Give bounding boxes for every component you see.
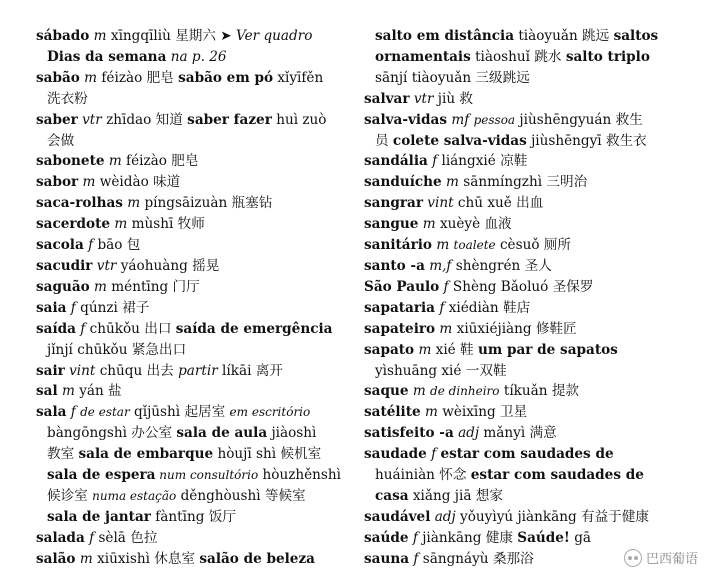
dictionary-entry — [36, 151, 356, 172]
headword: satélite — [364, 404, 421, 421]
entry-line — [36, 486, 356, 507]
translation-text: chūkǒu 出口 — [89, 320, 176, 337]
entry-line — [364, 131, 694, 152]
entry-line — [364, 319, 694, 340]
translation-text: jiàoshì — [267, 425, 317, 442]
entry-line — [364, 402, 694, 423]
entry-line — [36, 26, 356, 47]
dictionary-entry — [36, 68, 356, 110]
headword: satisfeito -a — [364, 425, 454, 442]
translation-text: hòujī shì 候机室 — [213, 446, 322, 463]
headword: sala de jantar — [47, 508, 151, 525]
translation-text: wèixīng 卫星 — [442, 404, 528, 421]
entry-line — [364, 235, 694, 256]
grammar-label: f — [409, 550, 423, 567]
entry-line — [364, 528, 694, 549]
grammar-label: adj — [430, 508, 461, 525]
headword: ornamentais — [375, 48, 471, 65]
translation-text: xuèyè 血液 — [439, 216, 512, 233]
grammar-label: f — [435, 299, 449, 316]
translation-text: děnghòushì 等候室 — [176, 487, 306, 504]
entry-line — [36, 89, 356, 110]
translation-text: tiàoyuǎn 跳远 — [514, 28, 614, 44]
entry-line — [364, 193, 694, 214]
translation-text: mǎnyì 满意 — [483, 425, 557, 442]
entry-line — [364, 110, 694, 131]
headword: sandália — [364, 153, 428, 170]
translation-text: Shèng Bǎoluó 圣保罗 — [452, 278, 594, 295]
translation-text: xiédiàn 鞋店 — [448, 299, 531, 316]
entry-line — [36, 110, 356, 131]
entry-line — [36, 131, 356, 152]
dictionary-entry — [364, 319, 694, 340]
translation-text: jiùshēngyuán 救生 — [515, 111, 643, 128]
headword: salada — [36, 529, 85, 546]
headword: sabão em pó — [178, 69, 274, 86]
watermark — [624, 548, 698, 567]
headword: saber — [36, 111, 78, 128]
translation-text: yìshuāng xié 一双鞋 — [375, 362, 507, 379]
dictionary-entry — [364, 256, 694, 277]
dictionary-entry — [364, 110, 694, 152]
dictionary-entry — [364, 340, 694, 382]
dictionary-column-right — [364, 26, 694, 570]
headword: sapateiro — [364, 320, 436, 337]
entry-line — [364, 172, 694, 193]
entry-line — [364, 361, 694, 382]
headword: sapato — [364, 341, 415, 358]
entry-line — [36, 151, 356, 172]
translation-text: yáohuàng 摇晃 — [120, 257, 220, 274]
headword: sabonete — [36, 153, 105, 170]
dictionary-entry — [364, 507, 694, 528]
headword: sala de embarque — [78, 446, 214, 463]
translation-text: liángxié 凉鞋 — [441, 153, 528, 170]
translation-text: tiàoshuǐ 跳水 — [470, 48, 566, 65]
headword: saca-rolhas — [36, 195, 123, 212]
grammar-label: vtr — [77, 111, 107, 128]
headword: salto em distância — [375, 28, 515, 44]
grammar-label: vtr — [409, 90, 438, 107]
translation-text: xiūxishì 休息室 — [97, 550, 200, 567]
translation-text: tíkuǎn 提款 — [499, 383, 580, 400]
entry-line — [36, 507, 356, 528]
dictionary-entry — [364, 172, 694, 193]
dictionary-entry — [364, 298, 694, 319]
dictionary-entry — [36, 319, 356, 361]
entry-line — [36, 381, 356, 402]
entry-line — [364, 68, 694, 89]
dictionary-entry — [364, 528, 694, 549]
headword: sala de espera — [47, 467, 156, 484]
translation-text: sāngnáyù 桑那浴 — [422, 550, 534, 567]
translation-text: xiūxiéjiàng 修鞋匠 — [456, 320, 577, 337]
headword: sanduíche — [364, 174, 442, 191]
dictionary-entry — [36, 235, 356, 256]
headword: salvar — [364, 90, 410, 107]
entry-line — [36, 47, 356, 68]
entry-line — [364, 151, 694, 172]
headword: salto triplo — [565, 48, 650, 65]
headword: saque — [364, 383, 409, 400]
headword: Saúde! — [517, 529, 570, 546]
grammar-label: m — [104, 153, 127, 170]
translation-text: xǐyīfěn — [273, 69, 324, 86]
translation-text: xié 鞋 — [435, 341, 478, 358]
entry-line — [36, 361, 356, 382]
translation-text: xīngqīliù 星期六 ➤ — [110, 28, 237, 44]
translation-text: partir — [178, 362, 218, 379]
headword: Dias da semana — [47, 48, 167, 65]
dictionary-entry — [36, 402, 356, 527]
entry-line — [36, 256, 356, 277]
entry-line — [36, 423, 356, 444]
headword: sacola — [36, 237, 84, 254]
wechat-logo-icon — [624, 549, 642, 567]
grammar-label: f — [439, 278, 453, 295]
entry-line — [364, 340, 694, 361]
grammar-label: m — [432, 237, 454, 254]
dictionary-entry — [36, 277, 356, 298]
dictionary-entry — [36, 256, 356, 277]
dictionary-entry — [36, 214, 356, 235]
translation-text: wèidào 味道 — [99, 174, 181, 191]
grammar-label: f — [427, 153, 442, 170]
dictionary-entry — [36, 361, 356, 382]
translation-text: qúnzi 裙子 — [80, 299, 150, 316]
watermark-text: 巴西葡语 — [645, 552, 698, 567]
translation-text: de estar — [80, 405, 130, 420]
headword: saguão — [36, 278, 90, 295]
grammar-label: m — [57, 383, 80, 400]
entry-line — [364, 444, 694, 465]
headword: sabor — [36, 174, 79, 191]
headword: São Paulo — [364, 278, 440, 295]
headword: sanitário — [364, 237, 432, 254]
translation-text: gā — [569, 529, 592, 546]
grammar-label: f — [66, 404, 81, 421]
headword: santo -a — [364, 257, 425, 274]
entry-line — [364, 89, 694, 110]
headword: saúde — [364, 529, 409, 546]
entry-line — [36, 549, 356, 570]
headword: sacerdote — [36, 216, 111, 233]
entry-line — [364, 298, 694, 319]
entry-line — [36, 214, 356, 235]
grammar-label: f — [75, 320, 90, 337]
headword: sala — [36, 404, 67, 421]
entry-line — [364, 26, 694, 47]
headword: sacudir — [36, 257, 93, 274]
headword: saltos — [613, 28, 659, 44]
translation-text: 候诊室 — [47, 487, 93, 504]
entry-line — [364, 465, 694, 486]
headword: sala de aula — [176, 425, 268, 442]
entry-line — [36, 444, 356, 465]
grammar-label: m — [110, 216, 132, 233]
entry-line — [36, 193, 356, 214]
entry-line — [36, 68, 356, 89]
grammar-label: m — [441, 174, 464, 191]
headword: sauna — [364, 550, 410, 567]
headword: saudade — [364, 446, 427, 463]
grammar-label: f — [66, 299, 81, 316]
translation-text: yǒuyìyú jiànkāng 有益于健康 — [460, 508, 649, 525]
translation-text: de dinheiro — [430, 384, 500, 399]
entry-line — [364, 486, 694, 507]
translation-text: líkāi 离开 — [217, 362, 283, 379]
translation-text: huì zuò — [271, 111, 327, 128]
grammar-label: vint — [422, 195, 458, 212]
grammar-label: m — [89, 28, 111, 44]
grammar-label: m — [78, 174, 100, 191]
entry-line — [36, 340, 356, 361]
headword: sal — [36, 383, 58, 400]
headword: saudável — [364, 508, 431, 525]
headword: saída — [36, 320, 76, 337]
headword: colete salva-vidas — [392, 132, 527, 149]
headword: saia — [36, 299, 67, 316]
dictionary-entry — [36, 193, 356, 214]
entry-line — [36, 277, 356, 298]
translation-text: num consultório — [155, 468, 259, 483]
translation-text: cèsuǒ 厕所 — [495, 237, 572, 254]
entry-line — [364, 47, 694, 68]
entry-line — [364, 507, 694, 528]
headword: sabão — [36, 69, 80, 86]
dictionary-entry — [364, 444, 694, 507]
entry-line — [36, 235, 356, 256]
translation-text: bàngōngshì 办公室 — [47, 425, 177, 442]
headword: sair — [36, 362, 65, 379]
entry-line — [364, 256, 694, 277]
headword: salva-vidas — [364, 111, 448, 128]
headword: saída de emergência — [175, 320, 333, 337]
translation-text: 员 — [375, 132, 393, 149]
dictionary-entry — [36, 172, 356, 193]
entry-line — [36, 402, 356, 423]
grammar-label: m — [418, 216, 440, 233]
headword: sapataria — [364, 299, 435, 316]
entry-line — [36, 465, 356, 486]
entry-line — [36, 298, 356, 319]
grammar-label: f — [83, 237, 98, 254]
dictionary-entry — [364, 423, 694, 444]
entry-line — [36, 528, 356, 549]
dictionary-entry — [36, 298, 356, 319]
translation-text: xiǎng jiā 想家 — [408, 487, 503, 504]
translation-text: jiùshēngyī 救生衣 — [526, 132, 647, 149]
translation-text: pessoa — [473, 112, 516, 127]
grammar-label: m — [75, 550, 98, 567]
dictionary-entry — [36, 110, 356, 152]
headword: um par de sapatos — [477, 341, 618, 358]
dictionary-column-left — [36, 26, 356, 570]
grammar-label: vtr — [92, 257, 121, 274]
entry-line — [364, 277, 694, 298]
headword: saber fazer — [187, 111, 272, 128]
translation-text: méntīng 门厅 — [111, 278, 200, 295]
translation-text: yán 盐 — [79, 383, 122, 400]
grammar-label: m — [435, 320, 457, 337]
dictionary-entry — [364, 235, 694, 256]
dictionary-entry — [364, 277, 694, 298]
translation-text: jǐnjí chūkǒu 紧急出口 — [47, 341, 187, 358]
dictionary-entry — [36, 549, 356, 570]
dictionary-entry — [364, 402, 694, 423]
grammar-label: f — [84, 529, 99, 546]
headword: salão — [36, 550, 76, 567]
grammar-label: m,f — [424, 257, 456, 274]
headword: estar com saudades de — [440, 446, 614, 463]
translation-text: zhīdao 知道 — [106, 111, 188, 128]
dictionary-entry — [364, 214, 694, 235]
headword: sangrar — [364, 195, 423, 212]
translation-text: qǐjūshì 起居室 — [129, 404, 230, 421]
dictionary-entry — [36, 528, 356, 549]
dictionary-entry — [364, 26, 694, 89]
translation-text: féizào 肥皂 — [101, 69, 179, 86]
grammar-label: m — [89, 278, 112, 295]
entry-line — [364, 214, 694, 235]
grammar-label: adj — [453, 425, 484, 442]
translation-text: fàntīng 饭厅 — [150, 508, 236, 525]
dictionary-entry — [36, 381, 356, 402]
translation-text: chū xuě 出血 — [457, 195, 544, 212]
translation-text: hòuzhěnshì — [258, 467, 342, 484]
grammar-label: vint — [64, 362, 100, 379]
translation-text: 会做 — [47, 132, 75, 149]
translation-text: féizào 肥皂 — [126, 153, 199, 170]
translation-text: huáiniàn 怀念 — [375, 467, 471, 484]
translation-text: shèngrén 圣人 — [455, 257, 552, 274]
translation-text: 教室 — [47, 446, 79, 463]
grammar-label: f — [408, 529, 423, 546]
grammar-label: m — [79, 69, 102, 86]
headword: sangue — [364, 216, 419, 233]
dictionary-entry — [36, 26, 356, 68]
grammar-label: m — [122, 195, 145, 212]
translation-text: sānmíngzhì 三明治 — [463, 174, 588, 191]
translation-text: jiànkāng 健康 — [422, 529, 518, 546]
grammar-label: mf — [447, 111, 474, 128]
dictionary-entry — [364, 89, 694, 110]
translation-text: píngsāizuàn 瓶塞钻 — [144, 195, 273, 212]
translation-text: toalete — [453, 238, 496, 253]
entry-line — [364, 381, 694, 402]
translation-text: sānjí tiàoyuǎn 三级跳远 — [375, 69, 530, 86]
translation-text: Ver quadro — [236, 28, 313, 44]
translation-text: mùshī 牧师 — [131, 216, 205, 233]
translation-text: jiù 救 — [437, 90, 474, 107]
translation-text: 洗衣粉 — [47, 90, 88, 107]
headword: salão de beleza — [199, 550, 315, 567]
translation-text: bāo 包 — [97, 237, 141, 254]
grammar-label: f — [426, 446, 441, 463]
translation-text: em escritório — [229, 405, 311, 420]
dictionary-entry — [364, 381, 694, 402]
entry-line — [36, 172, 356, 193]
grammar-label: m — [414, 341, 436, 358]
entry-line — [36, 319, 356, 340]
entry-line — [364, 423, 694, 444]
grammar-label: m — [420, 404, 443, 421]
grammar-label: m — [408, 383, 431, 400]
translation-text: sèlā 色拉 — [98, 529, 158, 546]
dictionary-entry — [364, 193, 694, 214]
headword: estar com saudades de — [470, 467, 644, 484]
headword: sábado — [36, 28, 90, 44]
dictionary-entry — [364, 151, 694, 172]
translation-text: numa estação — [92, 488, 177, 503]
translation-text: chūqu 出去 — [99, 362, 179, 379]
translation-text: na p. 26 — [166, 48, 227, 65]
headword: casa — [375, 487, 409, 504]
